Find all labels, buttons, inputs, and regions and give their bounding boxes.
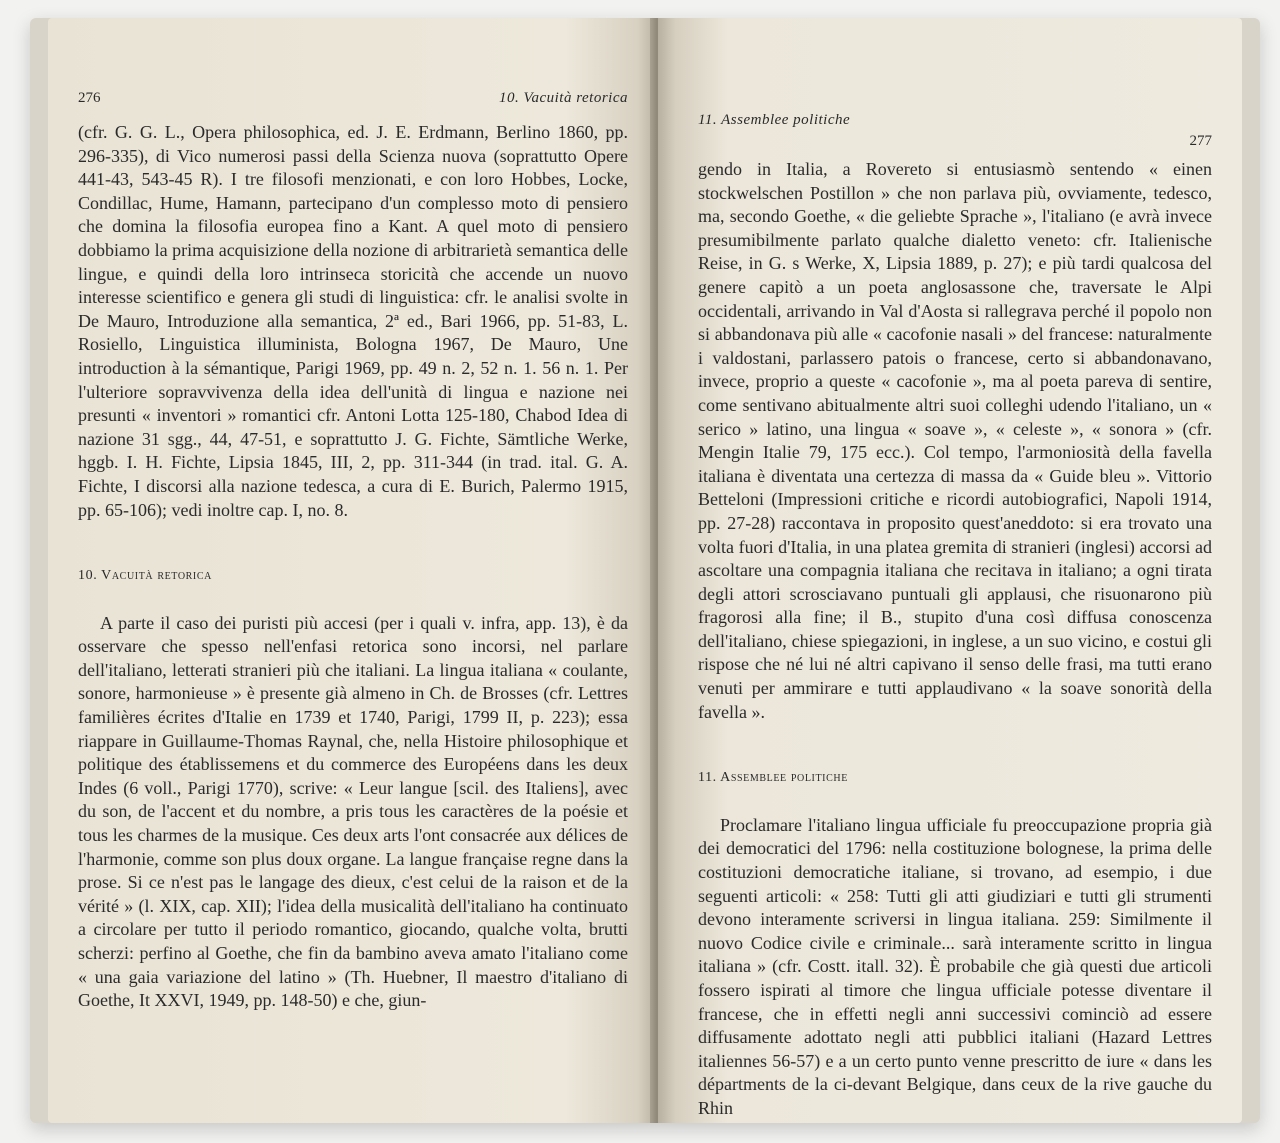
left-section-paragraph: A parte il caso dei puristi più accesi (per i quali v. infra, app. 13), è da osservare che spesso nell'enfasi retorica sono incorsi, nel parlare dell'italiano, letterati stranieri più che italiani. La lingua italiana « coulante, sonore, harmonieuse » è presente già almeno in Ch. de Brosses (cfr. Lettres familières écrites d'Italie en 1739 et 1740, Parigi, 1799 II, p. 223); essa riappare in Guillaume-Thomas Raynal, che, nella Histoire philosophique et politique des établissemens et du commerce des Européens dans les deux Indes (6 voll., Parigi 1770), scrive: « Leur langue [scil. des Italiens], avec du son, de l'accent et du nombre, a pris tous les caractères de la poésie et tous les charmes de la musique. Ces deux arts l'ont consacrée aux délices de l'harmonie, comme son plus doux organe. La langue française regne dans la prose. Si ce n'est pas le langage des dieux, c'est celui de la raison et de la vérité » (l. XIX, cap. XII); l'idea della musicalità dell'italiano ha continuato a circolare per tutto il periodo romantico, giocando, qualche volta, brutti scherzi: perfino al Goethe, che fin da bambino aveva amato l'italiano come « una gaia variazione del latino » (Th. Huebner, Il maestro d'italiano di Goethe, It XXVI, 1949, pp. 148-50) e che, giun- [78, 612, 628, 1011]
open-book [30, 18, 1260, 1123]
right-page-body [698, 158, 1212, 1121]
left-running-title: 10. Vacuità retorica [498, 90, 628, 106]
left-section-heading: 10. Vacuità retorica [78, 568, 212, 584]
right-section-paragraph: Proclamare l'italiano lingua ufficiale fu preoccupazione propria già dei democratici del 1796: nella costituzione bolognese, la prima delle costituzioni democratiche italiane, si trovano, ad esempio, i due seguenti articoli: « 258: Tutti gli atti giudiziari e tutti gli strumenti devono interamente scriversi in lingua italiana. 259: Similmente il nuovo Codice civile e criminale... sarà interamente scritto in lingua italiana » (cfr. Costt. itall. 32). È probabile che già questi due articoli fossero ispirati al timore che lingua ufficiale potesse diventare il francese, che in effetti negli anni successivi cominciò ad essere diffusamente adottato negli atti pubblici italiani (Hazard Lettres italiennes 56-57) e a un certo punto venne prescritto de iure « dans les départments de la ci-devant Belgique, dans ceux de la rive gauche du Rhin [698, 814, 1212, 1118]
right-page [658, 18, 1242, 1123]
right-running-head [698, 112, 1212, 129]
right-running-title: 11. Assemblee politiche [698, 112, 851, 128]
right-section-heading: 11. Assemblee politiche [698, 770, 848, 786]
left-top-paragraph: (cfr. G. G. L., Opera philosophica, ed. J. E. Erdmann, Berlino 1860, pp. 296-335), di Vico numerosi passi della Scienza nuova (soprattutto Opere 441-43, 543-45 R). I tre filosofi menzionati, e con loro Hobbes, Locke, Condillac, Hume, Hamann, partecipano d'un complesso moto di pensiero che domina la filosofia europea fino a Kant. A quel moto di pensiero dobbiamo la prima acquisizione della nozione di arbitrarietà semantica delle lingue, e quindi della loro intrinseca storicità che accende un nuovo interesse scientifico e genera gli studi di linguistica: cfr. le analisi svolte in De Mauro, Introduzione alla semantica, 2ª ed., Bari 1966, pp. 51-83, L. Rosiello, Linguistica illuminista, Bologna 1967, De Mauro, Une introduction à la sémantique, Parigi 1969, pp. 49 n. 2, 52 n. 1. 56 n. 1. Per l'ulteriore sopravvivenza della idea dell'unità di lingua e nazione nei presunti « inventori » romantici cfr. Antoni Lotta 125-180, Chabod Idea di nazione 31 sgg., 44, 47-51, e soprattutto J. G. Fichte, Sämtliche Werke, hggb. I. H. Fichte, Lipsia 1845, III, 2, pp. 311-344 (in trad. ital. G. A. Fichte, I discorsi alla nazione tedesca, a cura di E. Burich, Palermo 1915, pp. 65-106); vedi inoltre cap. I, no. 8. [78, 122, 628, 520]
right-top-paragraph: gendo in Italia, a Rovereto si entusiasmò sentendo « einen stockwelschen Postillon » che non parlava più, ovviamente, tedesco, ma, secondo Goethe, « die geliebte Sprache », l'italiano (e avrà invece presumibilmente parlato qualche dialetto veneto: cfr. Italienische Reise, in G. s Werke, X, Lipsia 1889, p. 27); e più tardi qualcosa del genere capitò a un poeta anglosassone che, traversate le Alpi occidentali, arrivando in Val d'Aosta si rallegrava perché il popolo non si abbandonava più alle « cacofonie nasali » del francese: naturalmente i valdostani, parlassero patois o francese, certo si abbandonavano, invece, proprio a queste « cacofonie », ma al poeta pareva di sentire, come sentivano abitualmente altri suoi colleghi udendo l'italiano, un « serico » latino, una lingua « soave », « celeste », « sonora » (cfr. Mengin Italie 79, 175 ecc.). Col tempo, l'armoniosità della favella italiana è diventata una certezza di massa da « Guide bleu ». Vittorio Betteloni (Impressioni critiche e ricordi autobiografici, Napoli 1914, pp. 27-28) raccontava in proposito quest'aneddoto: si era trovato una volta fuori d'Italia, in una platea gremita di stranieri (inglesi) accorsi ad ascoltare una compagnia italiana che recitava in italiano; a ogni tirata degli attori scrosciavano puntuali gli applausi, che risuonarono più fragorosi alla fine; il B., stupito d'una così diffusa conoscenza dell'italiano, chiese spiegazioni, in inglese, a un suo vicino, e costui gli rispose che né lui né altri capivano il senso delle frasi, ma tutti erano venuti per ammirare e tutti applaudivano « la soave sonorità della favella ». [698, 159, 1212, 722]
left-running-head [78, 90, 628, 107]
left-page-number: 276 [78, 90, 101, 106]
left-page [48, 18, 656, 1123]
right-page-number: 277 [1189, 133, 1212, 149]
left-page-body [78, 121, 628, 1013]
